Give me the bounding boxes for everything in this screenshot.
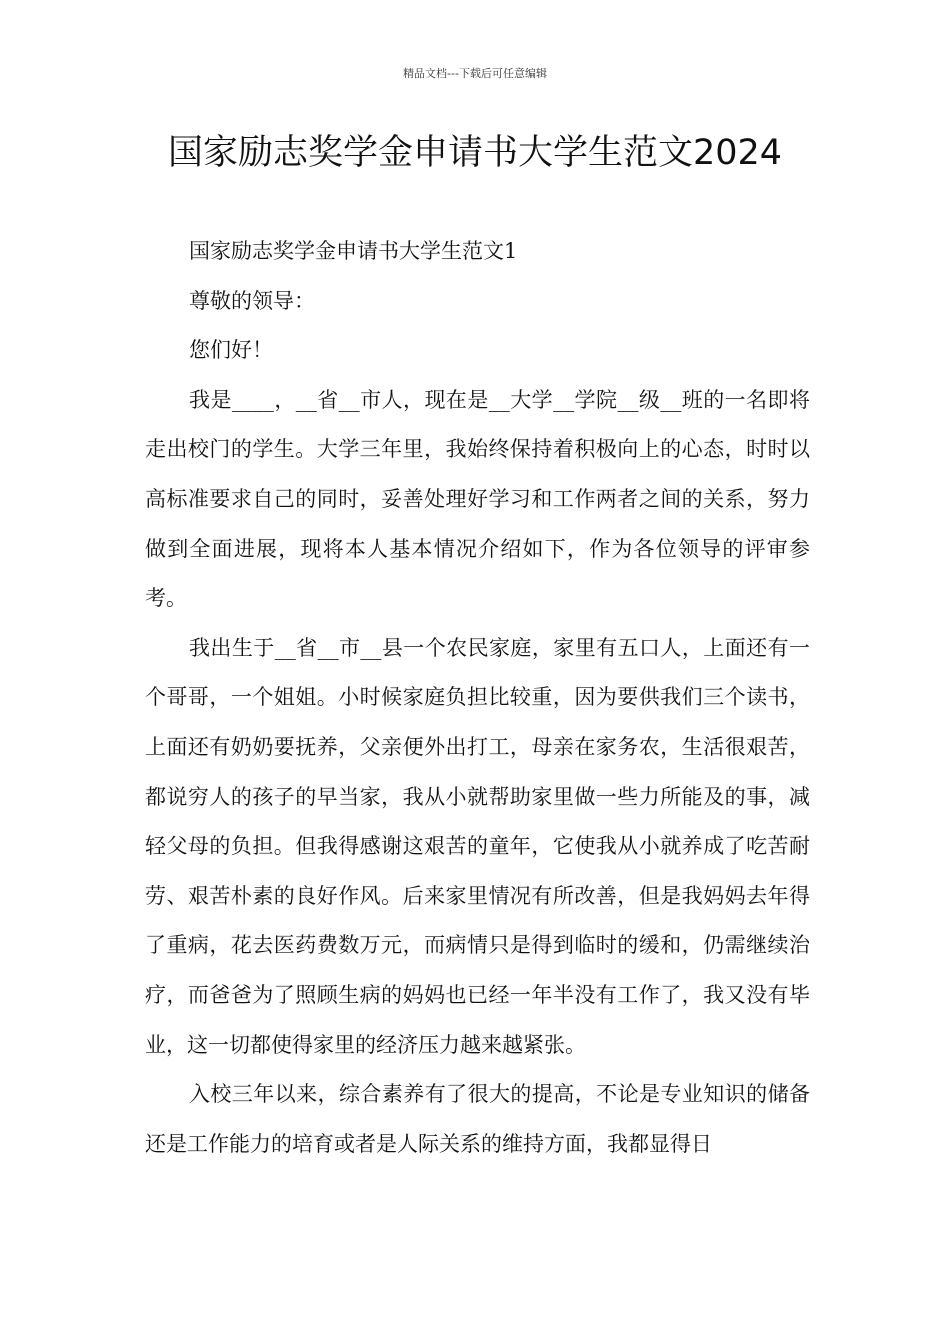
paragraph-school-progress: 入校三年以来，综合素养有了很大的提高，不论是专业知识的储备还是工作能力的培育或者是人际关系的维持方面，我都显得日	[145, 1082, 810, 1156]
document-body	[145, 227, 810, 1169]
paragraph-salutation: 尊敬的领导：	[189, 288, 315, 313]
page-header-note: 精品文档---下载后可任意编辑	[403, 67, 547, 80]
paragraph-subtitle: 国家励志奖学金申请书大学生范文1	[189, 239, 518, 263]
paragraph-introduction: 我是____，__省__市人，现在是__大学__学院__级__班的一名即将走出校门的学生。大学三年里，我始终保持着积极向上的心态，时时以高标准要求自己的同时，妥善处理好学习和工作两者之间的关系，努力做到全面进展，现将本人基本情况介绍如下，作为各位领导的评审参考。	[145, 387, 810, 611]
paragraph-greeting: 您们好！	[189, 338, 273, 363]
paragraph-family-background: 我出生于__省__市__县一个农民家庭，家里有五口人，上面还有一个哥哥，一个姐姐。小时候家庭负担比较重，因为要供我们三个读书，上面还有奶奶要抚养，父亲便外出打工，母亲在家务农，生活很艰苦，都说穷人的孩子的早当家，我从小就帮助家里做一些力所能及的事，减轻父母的负担。但我得感谢这艰苦的童年，它使我从小就养成了吃苦耐劳、艰苦朴素的良好作风。后来家里情况有所改善，但是我妈妈去年得了重病，花去医药费数万元，而病情只是得到临时的缓和，仍需继续治疗，而爸爸为了照顾生病的妈妈也已经一年半没有工作了，我又没有毕业，这一切都使得家里的经济压力越来越紧张。	[145, 635, 810, 1057]
document-title: 国家励志奖学金申请书大学生范文2024	[167, 133, 783, 173]
